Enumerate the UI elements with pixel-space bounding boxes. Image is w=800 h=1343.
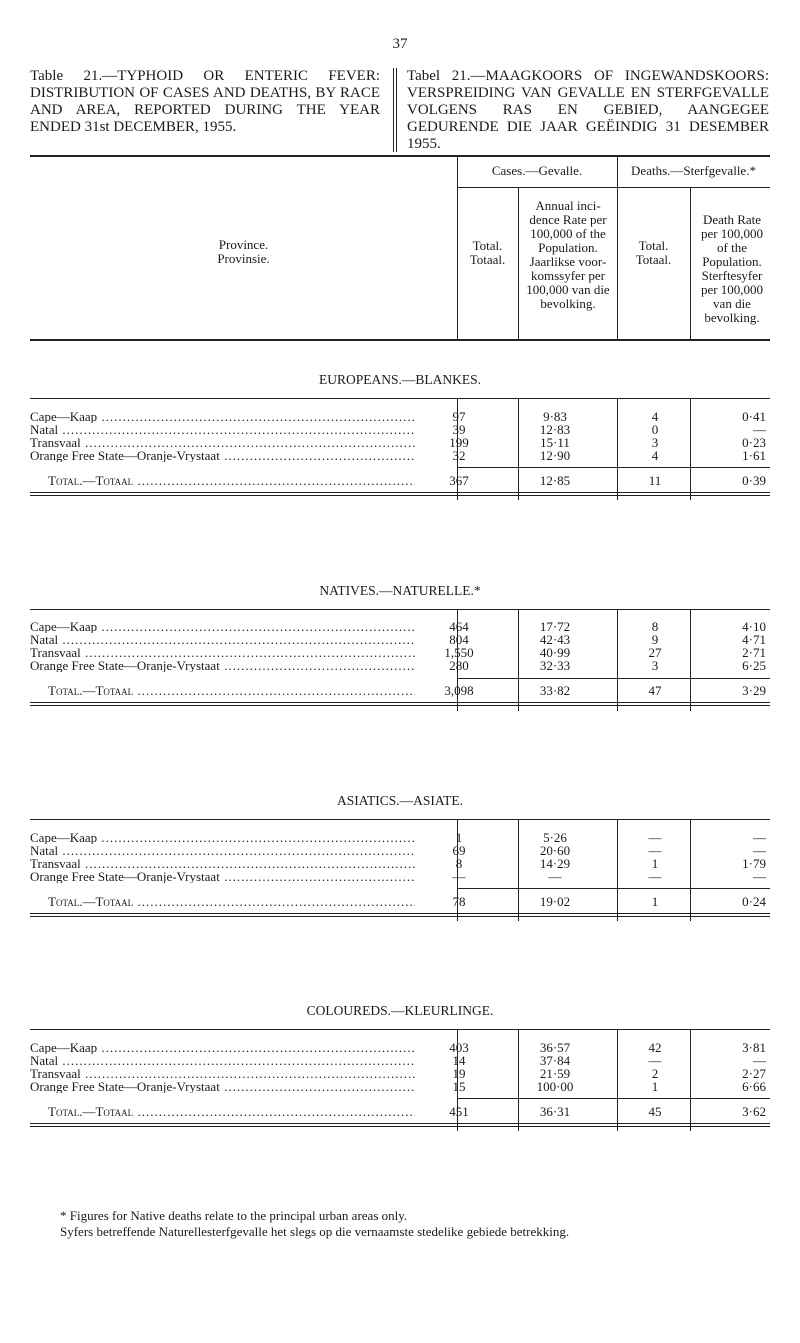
area-name: Cape—Kaap ..... [30,410,415,423]
incidence-rate: 19·02 [539,894,571,909]
table-row [30,423,770,436]
incidence-rate: 32·33 [539,658,571,673]
section-bottom-rule [30,702,770,703]
death-rate: — [753,422,766,437]
area-name: Natal ..... [30,423,415,436]
table-row [30,410,770,423]
cases-total: 19 [452,1066,466,1081]
header-bottom-rule [30,339,770,341]
deaths-total: 3 [651,658,659,673]
deaths-total: — [648,830,662,845]
deaths-total: — [648,843,662,858]
table-row [30,659,770,672]
death-rate-header [694,213,770,325]
cases-total-af: Totaal. [469,252,506,267]
cases-total: 8 [455,856,463,871]
page-number: 37 [392,36,408,52]
section-bottom-rule [30,916,770,917]
section-bottom-rule [30,495,770,496]
incidence-rate-en: Annual inci-dence Rate per 100,000 of the Population. [529,198,607,255]
deaths-total: 1 [651,856,659,871]
cases-total: 3,098 [444,683,474,698]
cases-total: 1,550 [444,645,474,660]
incidence-rate: 100·00 [536,1079,574,1094]
area-name: Natal ..... [30,1054,415,1067]
death-rate: 2·27 [742,1066,766,1081]
death-rate-af: Sterftesyfer per 100,000 van die bevolking. [700,268,764,325]
incidence-rate: 9·83 [543,409,567,424]
deaths-total: — [648,1053,662,1068]
incidence-rate: 20·60 [539,843,571,858]
footnote-english: * Figures for Native deaths relate to the principal urban areas only. [60,1208,408,1223]
incidence-rate: 12·90 [539,448,571,463]
section-europeans [30,372,770,522]
table-title-english: Table 21.—TYPHOID OR ENTERIC FEVER: DISTRIBUTION OF CASES AND DEATHS, BY RACE AND AREA, REPORTED DURING THE YEAR ENDED 31st DECEMBER, 1955. [30,68,380,135]
province-label: Province. [218,237,269,252]
deaths-total: 2 [651,1066,659,1081]
section-asiatics [30,793,770,943]
death-rate: 1·61 [742,448,766,463]
table-row [30,620,770,633]
incidence-rate: 33·82 [539,683,571,698]
total-row [30,1105,770,1118]
cases-group-header: Cases.—Gevalle. [491,163,583,178]
total-rule [457,1098,770,1099]
incidence-rate: 17·72 [539,619,571,634]
deaths-total: 9 [651,632,659,647]
province-header [30,238,457,266]
deaths-total: 3 [651,435,659,450]
deaths-total: 47 [648,683,662,698]
provinsie-label: Provinsie. [217,251,270,266]
incidence-rate: 42·43 [539,632,571,647]
incidence-rate: 37·84 [539,1053,571,1068]
incidence-rate-header [522,199,614,311]
table-row [30,1067,770,1080]
incidence-rate: 5·26 [543,830,567,845]
deaths-total: 1 [651,1079,659,1094]
area-name: Transvaal ..... [30,436,415,449]
deaths-total: 45 [648,1104,662,1119]
total-row [30,895,770,908]
cases-total: 199 [449,435,469,450]
death-rate: — [753,843,766,858]
cases-total: 804 [449,632,469,647]
total-row [30,684,770,697]
death-rate: 4·71 [742,632,766,647]
deaths-group-header: Deaths.—Sterfgevalle.* [631,163,756,178]
deaths-total: 4 [651,409,659,424]
deaths-total-af: Totaal. [635,252,672,267]
cases-total-header [457,239,518,267]
area-name: Cape—Kaap ..... [30,620,415,633]
incidence-rate: 36·57 [539,1040,571,1055]
cases-total: 39 [452,422,466,437]
deaths-total: 8 [651,619,659,634]
cases-total: 14 [452,1053,466,1068]
total-label: Total.—Totaal ..... [30,684,415,697]
table-row [30,844,770,857]
death-rate: 3·29 [742,683,766,698]
area-name: Transvaal ..... [30,1067,415,1080]
area-name: Orange Free State—Oranje-Vrystaat ..... [30,449,415,462]
death-rate: — [753,869,766,884]
header-top-rule [30,155,770,157]
death-rate: 0·39 [742,473,766,488]
table-row [30,1080,770,1093]
death-rate: 4·10 [742,619,766,634]
cases-total: 32 [452,448,466,463]
title-divider [393,68,397,152]
section-title: COLOUREDS.—KLEURLINGE. [306,1003,494,1018]
incidence-rate: — [548,869,562,884]
cases-total: 69 [452,843,466,858]
deaths-total: — [648,869,662,884]
incidence-rate: 40·99 [539,645,571,660]
section-bottom-rule [30,1126,770,1127]
death-rate: 0·24 [742,894,766,909]
section-title: ASIATICS.—ASIATE. [336,793,463,808]
deaths-total: 42 [648,1040,662,1055]
cases-total-en: Total. [472,238,503,253]
area-name: Natal ..... [30,844,415,857]
death-rate-en: Death Rate per 100,000 of the Population. [700,212,764,269]
footnote-afrikaans: Syfers betreffende Naturellesterfgevalle het slegs op die vernaamste stedelike gebiede betrekking. [60,1224,570,1239]
incidence-rate: 12·85 [539,473,571,488]
death-rate: 3·81 [742,1040,766,1055]
cases-total: 403 [449,1040,469,1055]
death-rate: 3·62 [742,1104,766,1119]
section-bottom-rule [30,492,770,493]
cases-total: 451 [449,1104,469,1119]
deaths-total-en: Total. [638,238,669,253]
incidence-rate: 15·11 [540,435,570,450]
deaths-total: 27 [648,645,662,660]
cases-total: 464 [449,619,469,634]
header-col-line [690,187,691,339]
incidence-rate: 12·83 [539,422,571,437]
total-label: Total.—Totaal ..... [30,895,415,908]
table-row [30,436,770,449]
area-name: Orange Free State—Oranje-Vrystaat ..... [30,659,415,672]
section-top-rule [30,398,770,399]
section-bottom-rule [30,705,770,706]
deaths-total: 1 [651,894,659,909]
total-rule [457,467,770,468]
area-name: Orange Free State—Oranje-Vrystaat ..... [30,870,415,883]
header-col-line [518,187,519,339]
death-rate: 1·79 [742,856,766,871]
total-label: Total.—Totaal ..... [30,1105,415,1118]
table-row [30,646,770,659]
total-label: Total.—Totaal ..... [30,474,415,487]
death-rate: 0·23 [742,435,766,450]
total-row [30,474,770,487]
section-title: EUROPEANS.—BLANKES. [318,372,481,387]
incidence-rate: 21·59 [539,1066,571,1081]
death-rate: — [753,830,766,845]
cases-total: 78 [452,894,466,909]
incidence-rate: 14·29 [539,856,571,871]
cases-total: 1 [455,830,463,845]
cases-total: 367 [449,473,469,488]
cases-total: 280 [449,658,469,673]
table-title-afrikaans: Tabel 21.—MAAGKOORS OF INGEWANDSKOORS: VERSPREIDING VAN GEVALLE EN STERFGEVALLE VOLGENS RAS EN GEBIED, AANGEGEE GEDURENDE DIE JAAR GEËINDIG 31 DESEMBER 1955. [407,68,769,152]
table-row [30,870,770,883]
table-row [30,449,770,462]
area-name: Transvaal ..... [30,646,415,659]
deaths-total-header [617,239,690,267]
deaths-total: 0 [651,422,659,437]
total-rule [457,888,770,889]
cases-total: 15 [452,1079,466,1094]
death-rate: 0·41 [742,409,766,424]
section-top-rule [30,609,770,610]
area-name: Cape—Kaap ..... [30,1041,415,1054]
incidence-rate-af: Jaarlikse voor-komssyfer per 100,000 van die bevolking. [526,254,610,311]
table-row [30,1054,770,1067]
death-rate: 6·25 [742,658,766,673]
area-name: Transvaal ..... [30,857,415,870]
table-header [30,155,770,341]
header-group-rule [457,187,770,188]
area-name: Cape—Kaap ..... [30,831,415,844]
deaths-total: 4 [651,448,659,463]
section-bottom-rule [30,1123,770,1124]
cases-total: 97 [452,409,466,424]
section-top-rule [30,819,770,820]
area-name: Orange Free State—Oranje-Vrystaat ..... [30,1080,415,1093]
section-bottom-rule [30,913,770,914]
death-rate: — [753,1053,766,1068]
deaths-total: 11 [648,473,662,488]
footnote [60,1208,780,1240]
section-title: NATIVES.—NATURELLE.* [319,583,481,598]
cases-total: — [452,869,466,884]
section-natives [30,583,770,733]
area-name: Natal ..... [30,633,415,646]
total-rule [457,678,770,679]
death-rate: 2·71 [742,645,766,660]
incidence-rate: 36·31 [539,1104,571,1119]
section-coloureds [30,1003,770,1153]
section-top-rule [30,1029,770,1030]
death-rate: 6·66 [742,1079,766,1094]
